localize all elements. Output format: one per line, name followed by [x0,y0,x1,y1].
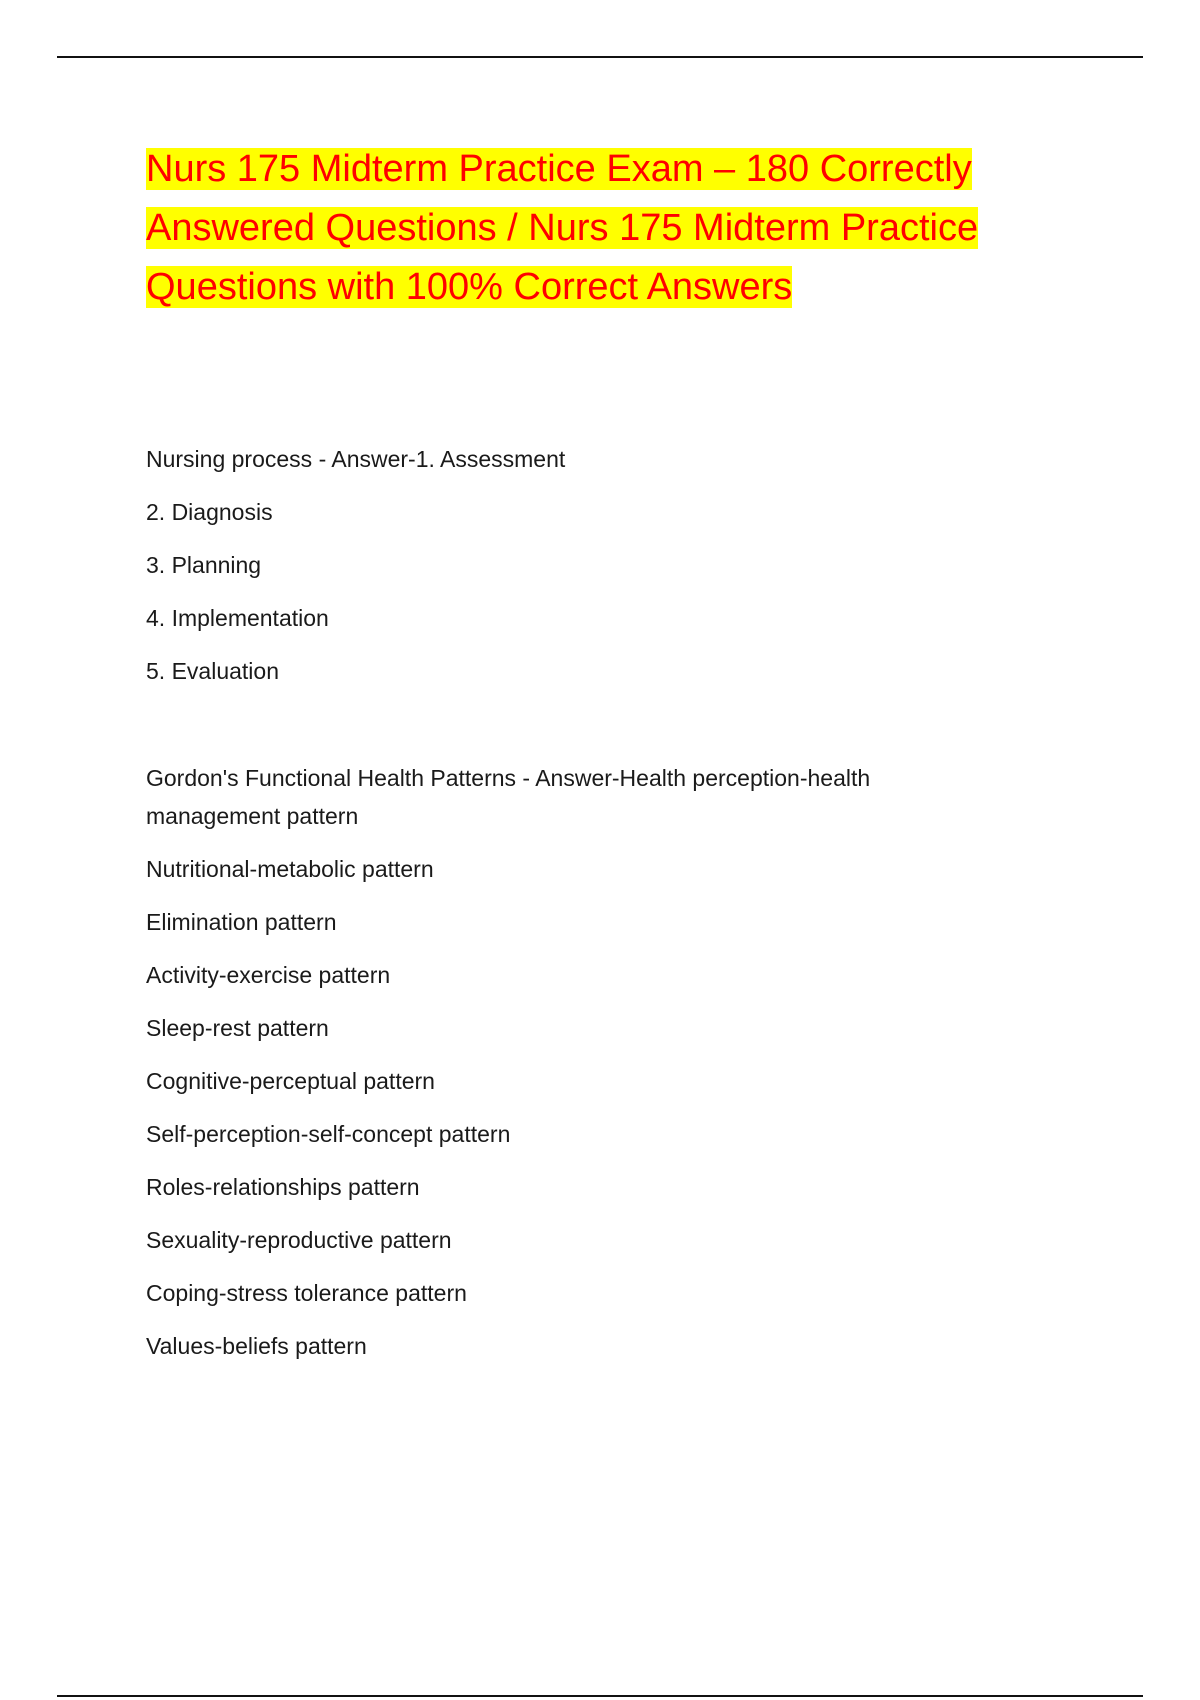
list-item: Self-perception-self-concept pattern [146,1121,511,1147]
page-content [146,140,1076,1359]
document-title-text: Nurs 175 Midterm Practice Exam – 180 Correctly Answered Questions / Nurs 175 Midterm Practice Questions with 100% Correct Answers [146,148,979,308]
list-item: Values-beliefs pattern [146,1333,367,1359]
footer-rule [57,1695,1143,1697]
gordons-patterns-section [146,759,1006,1365]
list-item: 2. Diagnosis [146,499,273,525]
list-item: Nutritional-metabolic pattern [146,856,434,882]
nursing-process-section [146,440,565,690]
list-item: Coping-stress tolerance pattern [146,1280,467,1306]
list-item: 5. Evaluation [146,658,279,684]
list-item: 3. Planning [146,552,262,578]
list-item: Roles-relationships pattern [146,1174,420,1200]
header-rule [57,56,1143,58]
list-item: Sexuality-reproductive pattern [146,1227,452,1253]
list-item: Sleep-rest pattern [146,1015,329,1041]
document-title [146,140,1076,317]
list-item: Cognitive-perceptual pattern [146,1068,435,1094]
list-item: Nursing process - Answer-1. Assessment [146,446,566,472]
list-item: Elimination pattern [146,909,337,935]
list-item: 4. Implementation [146,605,329,631]
list-item: Activity-exercise pattern [146,962,391,988]
list-item: Gordon's Functional Health Patterns - Answer-Health perception-health management pattern [146,765,871,829]
